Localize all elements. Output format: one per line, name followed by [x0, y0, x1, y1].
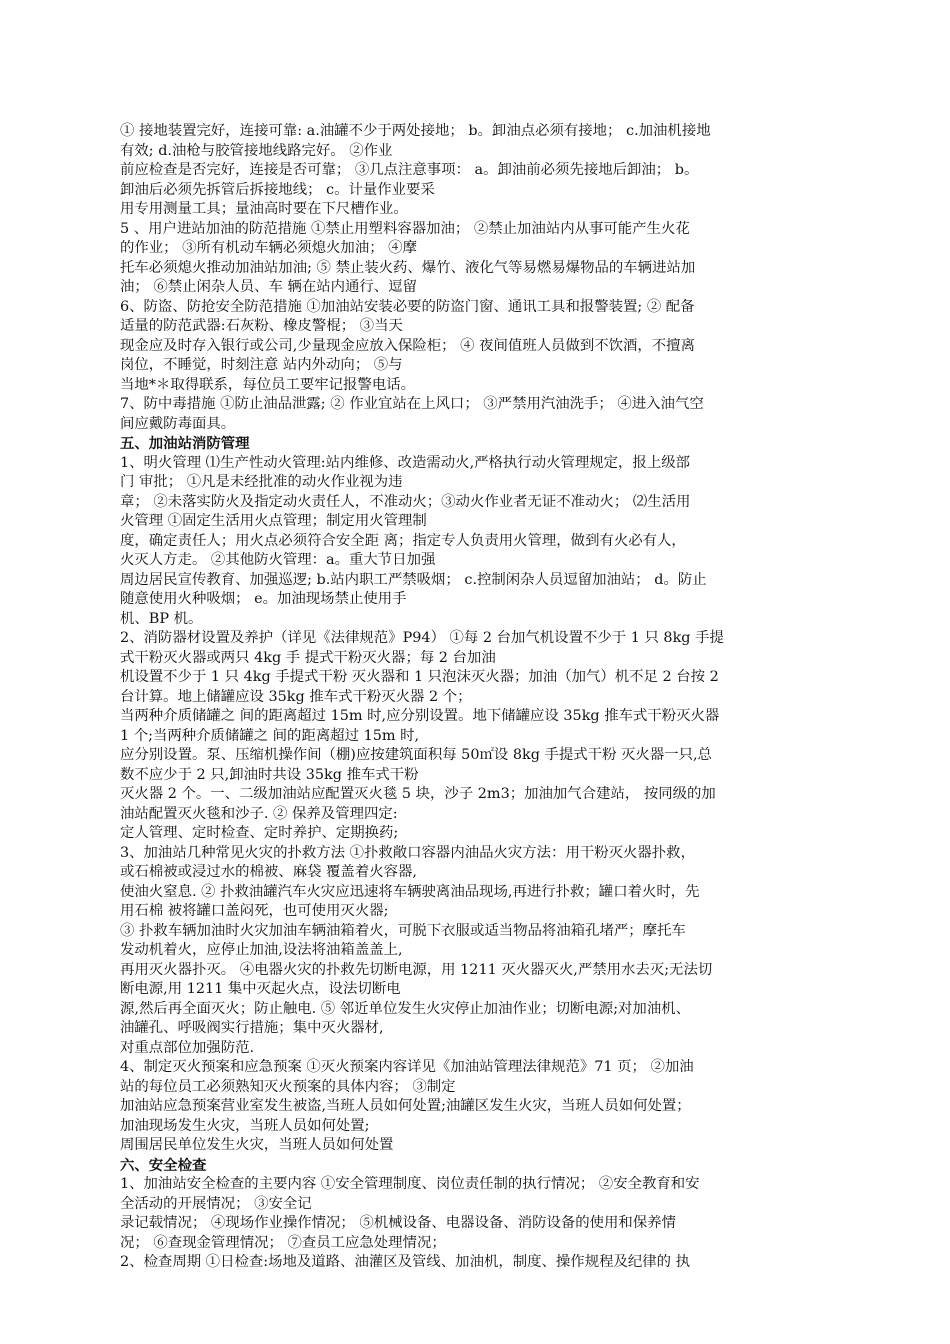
text-line: 油； ⑥禁止闲杂人员、车 辆在站内通行、逗留	[120, 279, 417, 295]
text-line: 现金应及时存入银行或公司,少量现金应放入保险柜； ④ 夜间值班人员做到不饮酒，不擅离	[120, 337, 695, 354]
text-line: 章； ②未落实防火及指定动火责任人，不准动火；③动火作业者无证不准动火； ⑵生活用	[120, 493, 691, 510]
text-line: 周围居民单位发生火灾，当班人员如何处置	[120, 1137, 394, 1153]
text-line: 4、制定灭火预案和应急预案 ①灭火预案内容详见《加油站管理法律规范》71 页； ②加油	[120, 1059, 694, 1075]
text-line: 应分别设置。泵、压缩机操作间（棚)应按建筑面积每 50㎡设 8kg 手提式干粉 灭火器一只,总	[120, 747, 712, 763]
section-heading: 五、加油站消防管理	[120, 435, 250, 452]
text-line: 录记载情况； ④现场作业操作情况； ⑤机械设备、电器设备、消防设备的使用和保养情	[120, 1215, 676, 1231]
section-heading: 六、安全检查	[120, 1156, 207, 1174]
text-line: 有效; d.油枪与胶管接地线路完好。 ②作业	[120, 142, 393, 159]
text-line: 岗位，不睡觉，时刻注意 站内外动向； ⑤与	[120, 357, 403, 373]
text-line: 7、防中毒措施 ①防止油品泄露; ② 作业宜站在上风口； ③严禁用汽油洗手； ④进入油气空	[120, 396, 704, 412]
text-line: 机设置不少于 1 只 4kg 手提式干粉 灭火器和 1 只泡沫灭火器；加油（加气）机不足 2 台按 2	[120, 669, 719, 685]
text-line: 源,然后再全面灭火；防止触电. ⑤ 邻近单位发生火灾停止加油作业；切断电源;对加油机、	[120, 1000, 690, 1017]
text-line: 1、明火管理 ⑴生产性动火管理:站内维修、改造需动火,严格执行动火管理规定，报上级部	[120, 454, 690, 471]
text-line: 断电源,用 1211 集中灭起火点，设法切断电	[120, 981, 401, 997]
text-line: 前应检查是否完好，连接是否可靠； ③几点注意事项： a。卸油前必须先接地后卸油； b。	[120, 162, 699, 178]
text-line: 再用灭火器扑灭。 ④电器火灾的扑救先切断电源，用 1211 灭火器灭火,严禁用水去灭;无法切	[120, 961, 713, 978]
text-line: 间应戴防毒面具。	[120, 415, 236, 432]
text-line: 度，确定责任人；用火点必须符合安全距 离；指定专人负责用火管理，做到有火必有人，	[120, 532, 686, 549]
text-line: 卸油后必须先拆管后拆接地线； c。计量作业要采	[120, 181, 435, 198]
text-line: 1 个;当两种介质储罐之 间的距离超过 15m 时,	[120, 727, 420, 744]
text-line: 灭火器 2 个。一、二级加油站应配置灭火毯 5 块，沙子 2m3；加油加气合建站， 按同级的加	[120, 786, 716, 802]
text-line: ① 接地装置完好，连接可靠: a.油罐不少于两处接地； b。卸油点必须有接地； c.加油机接地	[120, 123, 711, 139]
text-line: 火灭人方走。 ②其他防火管理：a。重大节日加强	[120, 552, 436, 568]
text-line: 机、BP 机。	[120, 610, 203, 627]
text-line: 使油火窒息. ② 扑救油罐汽车火灾应迅速将车辆驶离油品现场,再进行扑救；罐口着火时，先	[120, 883, 700, 900]
text-line: 加油现场发生火灾，当班人员如何处置;	[120, 1117, 370, 1134]
text-line: 3、加油站几种常见火灾的扑救方法 ①扑救敞口容器内油品火灾方法：用干粉灭火器扑救，	[120, 844, 695, 861]
text-line: 定人管理、定时检查、定时养护、定期换药;	[120, 825, 399, 841]
text-line: 当两种介质储罐之 间的距离超过 15m 时,应分别设置。地下储罐应设 35kg 推车式干粉灭火器	[120, 708, 720, 724]
text-line: 2、消防器材设置及养护（详见《法律规范》P94） ①每 2 台加气机设置不少于 1 只 8kg 手提	[120, 630, 724, 646]
text-line: ③ 扑救车辆加油时火灾加油车辆油箱着火，可脱下衣服或适当物品将油箱孔堵严；摩托车	[120, 922, 686, 939]
text-line: 全活动的开展情况； ③安全记	[120, 1195, 312, 1212]
text-line: 对重点部位加强防范.	[120, 1039, 255, 1056]
text-line: 5 、用户进站加油的防范措施 ①禁止用塑料容器加油； ②禁止加油站内从事可能产生火花	[120, 220, 690, 237]
text-line: 发动机着火，应停止加油,设法将油箱盖盖上,	[120, 942, 403, 958]
text-line: 况； ⑥查现金管理情况； ⑦查员工应急处理情况；	[120, 1234, 446, 1251]
text-line: 加油站应急预案营业室发生被盗,当班人员如何处置;油罐区发生火灾，当班人员如何处置；	[120, 1098, 691, 1114]
text-line: 用石棉 被将罐口盖闷死，也可使用灭火器;	[120, 903, 389, 919]
text-line: 式干粉灭火器或两只 4kg 手 提式干粉灭火器；每 2 台加油	[120, 649, 496, 666]
text-line: 当地*＊取得联系，每位员工要牢记报警电话。	[120, 376, 416, 393]
text-line: 门 审批； ①凡是未经批准的动火作业视为违	[120, 474, 403, 490]
text-line: 油罐孔、呼吸阀实行措施；集中灭火器材,	[120, 1020, 384, 1036]
text-line: 或石棉被或浸过水的棉被、麻袋 覆盖着火容器,	[120, 864, 417, 880]
text-line: 2、检查周期 ①日检查:场地及道路、油灌区及管线、加油机，制度、操作规程及纪律的 执	[120, 1254, 690, 1270]
text-line: 1、加油站安全检查的主要内容 ①安全管理制度、岗位责任制的执行情况； ②安全教育和安	[120, 1176, 700, 1192]
text-line: 用专用测量工具；量油高时要在下尺槽作业。	[120, 201, 408, 217]
text-line: 适量的防范武器:石灰粉、橡皮警棍； ③当天	[120, 318, 403, 334]
text-line: 6、防盗、防抢安全防范措施 ①加油站安装必要的防盗门窗、通讯工具和报警装置; ② 配备	[120, 298, 695, 315]
text-line: 托车必须熄火推动加油站加油; ⑤ 禁止装火药、爆竹、液化气等易燃易爆物品的车辆进站加	[120, 259, 696, 276]
text-line: 油站配置灭火毯和沙子. ② 保养及管理四定:	[120, 805, 398, 822]
text-line: 台计算。地上储罐应设 35kg 推车式干粉灭火器 2 个；	[120, 688, 472, 705]
text-line: 周边居民宣传教育、加强巡逻; b.站内职工严禁吸烟； c.控制闲杂人员逗留加油站； d。防止	[120, 571, 707, 588]
text-line: 数不应少于 2 只,卸油时共设 35kg 推车式干粉	[120, 766, 419, 783]
text-line: 站的每位员工必须熟知灭火预案的具体内容； ③制定	[120, 1078, 456, 1095]
document-body	[120, 122, 800, 1273]
text-line: 火管理 ①固定生活用火点管理；制定用火管理制	[120, 513, 427, 529]
text-line: 随意使用火种吸烟； e。加油现场禁止使用手	[120, 591, 407, 607]
text-line: 的作业； ③所有机动车辆必须熄火加油； ④摩	[120, 240, 417, 256]
